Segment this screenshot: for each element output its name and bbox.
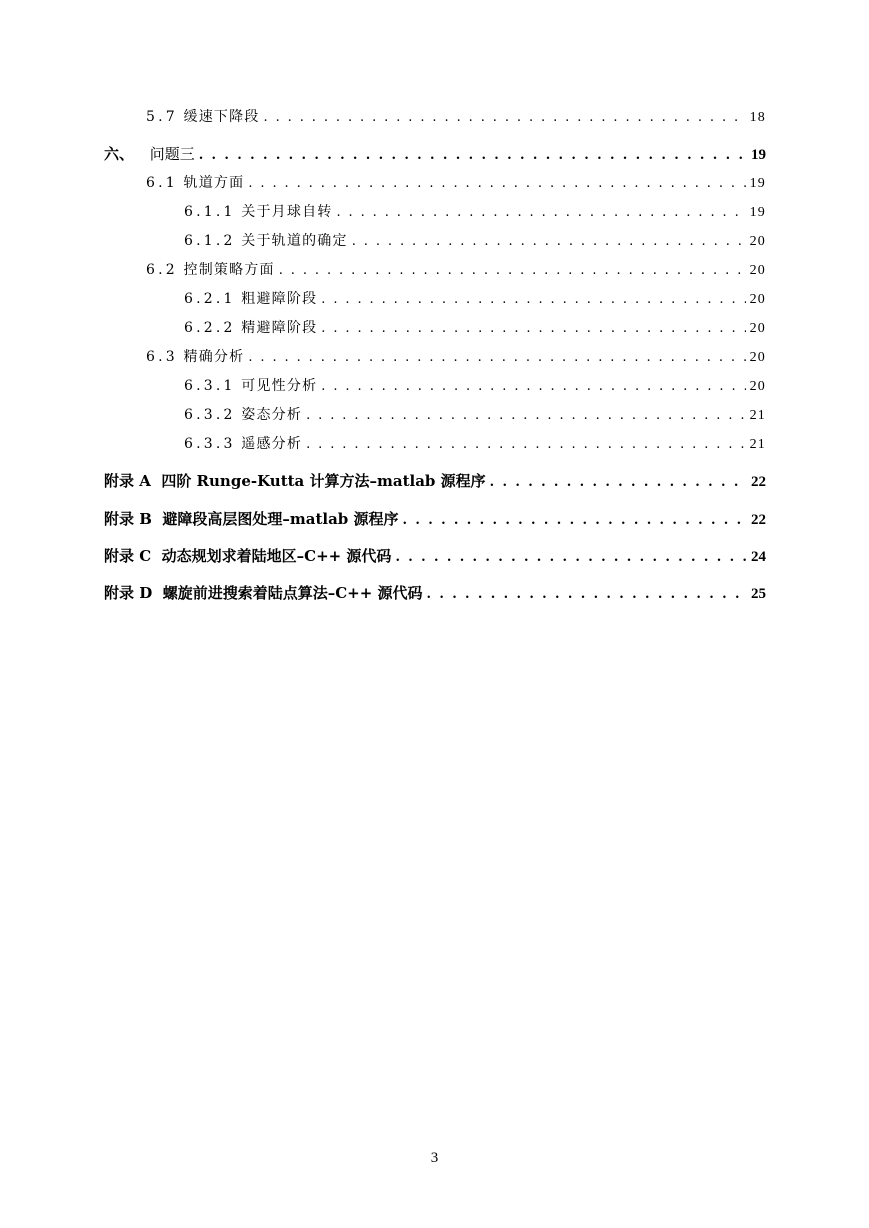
dot-leader [248,347,745,369]
dot-leader [306,405,746,427]
dot-leader [264,107,746,129]
toc-title: 精确分析 [183,349,245,365]
toc-number: 6.3.1 [184,378,236,394]
toc-entry-6-3[interactable] [146,346,766,368]
toc-number: 6.2 [146,262,178,278]
toc-entry-5-7[interactable] [146,106,766,128]
toc-title: 遥感分析 [241,436,303,452]
toc-number: 6.3 [146,349,178,365]
toc-title: 可见性分析 [241,378,318,394]
toc-entry-6-2-1[interactable] [184,288,766,310]
toc-number: 6.2.2 [184,320,236,336]
toc-page: 18 [749,110,766,125]
toc-entry-appendix-b[interactable] [104,508,766,530]
toc-page: 24 [751,549,766,565]
dot-leader [199,145,747,167]
toc-number: 6.1 [146,175,178,191]
toc-number: 6.1.1 [184,204,236,220]
toc-number: 附录 B [104,510,152,528]
toc-title: 缓速下降段 [183,109,260,125]
toc-title: 关于轨道的确定 [241,233,348,249]
toc-title: 问题三 [149,145,195,163]
toc-number: 附录 C [104,547,152,565]
dot-leader [403,510,747,532]
toc-entry-6-3-1[interactable] [184,375,766,397]
toc-page: 20 [749,321,766,336]
toc-page: 20 [749,263,766,278]
dot-leader [321,289,745,311]
dot-leader [395,547,747,569]
toc-title: 姿态分析 [241,407,303,423]
toc-entry-appendix-a[interactable] [104,470,766,492]
toc-page: 25 [751,586,766,602]
toc-entry-6-1-2[interactable] [184,230,766,252]
toc-title: 避障段高层图处理–matlab 源程序 [162,510,399,528]
dot-leader [321,376,745,398]
toc-title: 螺旋前进搜索着陆点算法–C++ 源代码 [162,584,423,602]
toc-number: 6.1.2 [184,233,236,249]
toc-page: 21 [749,408,766,423]
toc-page: 19 [749,176,766,191]
toc-number: 5.7 [146,109,178,125]
dot-leader [279,260,746,282]
dot-leader [248,173,745,195]
toc-number: 6.2.1 [184,291,236,307]
toc-entry-appendix-c[interactable] [104,545,766,567]
toc-title: 轨道方面 [183,175,245,191]
dot-leader [321,318,745,340]
dot-leader [352,231,746,253]
dot-leader [336,202,745,224]
toc-entry-6-2[interactable] [146,259,766,281]
toc-page: 20 [749,350,766,365]
toc-title: 动态规划求着陆地区–C++ 源代码 [161,547,392,565]
dot-leader [427,584,748,606]
toc-title: 控制策略方面 [183,262,275,278]
toc-entry-appendix-d[interactable] [104,582,766,604]
toc-title: 精避障阶段 [241,320,318,336]
toc-entry-6-3-3[interactable] [184,433,766,455]
toc-page: 20 [749,234,766,249]
toc-entry-6-3-2[interactable] [184,404,766,426]
page-number: 3 [430,1150,439,1166]
toc-entry-chapter-6[interactable] [104,143,766,165]
dot-leader [306,434,746,456]
toc-page: 20 [749,292,766,307]
toc-entry-6-1-1[interactable] [184,201,766,223]
toc-entry-6-1[interactable] [146,172,766,194]
toc-title: 粗避障阶段 [241,291,318,307]
toc-page: 19 [749,205,766,220]
dot-leader [490,472,747,494]
toc-entry-6-2-2[interactable] [184,317,766,339]
toc-page: 20 [749,379,766,394]
toc-title: 关于月球自转 [241,204,333,220]
toc-number: 六、 [104,145,135,163]
toc-number: 附录 D [104,584,153,602]
toc-page: 19 [751,147,766,163]
toc-number: 附录 A [104,472,151,490]
toc-number: 6.3.2 [184,407,236,423]
toc-page: 22 [751,512,766,528]
toc-page: 22 [751,474,766,490]
toc-number: 6.3.3 [184,436,236,452]
toc-title: 四阶 Runge-Kutta 计算方法–matlab 源程序 [161,472,486,490]
toc-page: 21 [749,437,766,452]
